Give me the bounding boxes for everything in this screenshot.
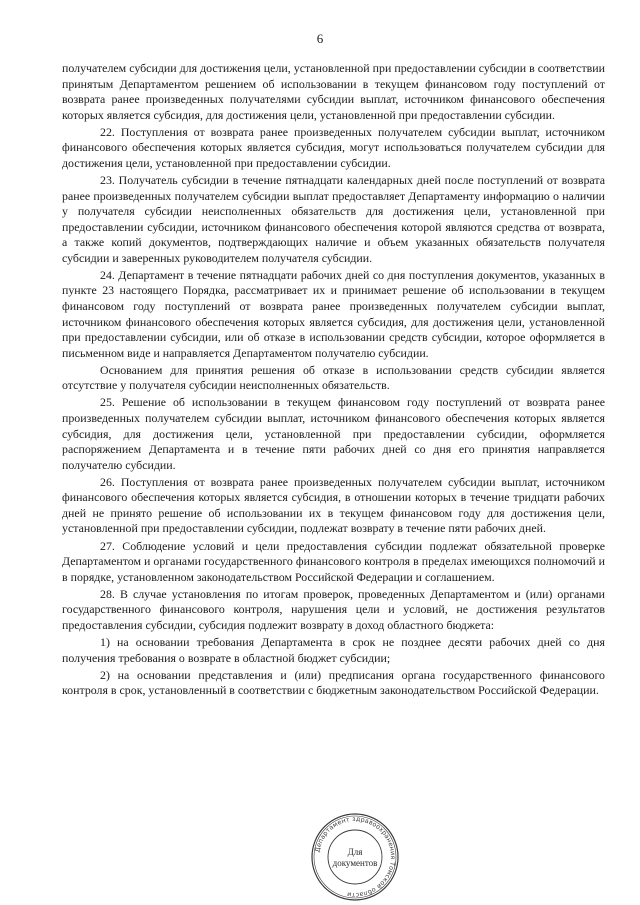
page-number: 6 — [316, 31, 324, 46]
official-stamp — [303, 812, 407, 902]
paragraph-28-item-1: 1) на основании требования Департамента в срок не позднее десяти рабочих дней со дня получения требования о возврате в областной бюджет субсидии; — [62, 635, 605, 665]
paragraph-27: 27. Соблюдение условий и цели предоставления субсидии подлежат обязательной проверке Департаментом и органами государственного финансового контроля в пределах имеющихся полномочий и в порядке, установленном законодательством Российской Федерации и соглашением. — [62, 538, 605, 584]
stamp-center-line-2: документов — [332, 858, 378, 868]
paragraph-22: 22. Поступления от возврата ранее произведенных получателем субсидии выплат, источником финансового обеспечения которых является субсидия, могут использоваться получателем субсидии для достижения цели, установленной при предоставлении субсидии. — [62, 124, 605, 170]
stamp-seal-icon — [303, 812, 407, 902]
document-body — [62, 61, 605, 700]
stamp-center-line-1: Для — [347, 847, 363, 857]
paragraph-28: 28. В случае установления по итогам проверок, проведенных Департаментом и (или) органами государственного финансового контроля, нарушения цели и условий, не достижения результатов предоставления субсидии, субсидия подлежит возврату в доход областного бюджета: — [62, 586, 605, 632]
svg-text:Департамент здравоохранения То — [314, 816, 396, 898]
paragraph-23: 23. Получатель субсидии в течение пятнадцати календарных дней после поступлений от возврата ранее произведенных получателем субсидии выплат предоставляет Департаменту информацию о наличии у получателя субсидии неисполненных обязательств для достижения цели, установленной при предоставлении субсидии, источником финансового обеспечения которой являются средства от возврата, а также копий документов, подтверждающих наличие и объем указанных обязательств получателя субсидии и заверенных руководителем получателя субсидии. — [62, 173, 605, 265]
paragraph-24: 24. Департамент в течение пятнадцати рабочих дней со дня поступления документов, указанных в пункте 23 настоящего Порядка, рассматривает их и принимает решение об использовании в текущем финансовом году поступлений от возврата ранее произведенных получателем субсидии выплат, источником финансового обеспечения которых является субсидия, для достижения цели, установленной при предоставлении субсидии, или об отказе в использовании средств субсидии, которое оформляется в письменном виде и направляется Департаментом получателю субсидии. — [62, 267, 605, 360]
paragraph-25: 25. Решение об использовании в текущем финансовом году поступлений от возврата ранее произведенных получателем субсидии выплат, источником финансового обеспечения которых является субсидия, для достижения цели, установленной при предоставлении субсидии, оформляется распоряжением Департамента и в течение пяти рабочих дней со дня его принятия направляется получателю субсидии. — [62, 395, 605, 472]
stamp-ring-text: Департамент здравоохранения Томской области — [314, 815, 397, 899]
paragraph-26: 26. Поступления от возврата ранее произведенных получателем субсидии выплат, источником финансового обеспечения которых является субсидия, в отношении которых в течение тридцати рабочих дней не принято решение об использовании их в текущем финансовом году для достижения цели, установленной при предоставлении субсидии, подлежат возврату в течение пяти рабочих дней. — [62, 474, 605, 536]
paragraph-28-item-2: 2) на основании представления и (или) предписания органа государственного финансового контроля в срок, установленный в соответствии с бюджетным законодательством Российской Федерации. — [62, 667, 605, 698]
paragraph-continuation: получателем субсидии для достижения цели, установленной при предоставлении субсидии в соответствии принятым Департаментом решением об использовании в текущем финансовом году поступлений от возврата ранее произведенных получателями субсидии выплат, источником финансового обеспечения которых является субсидия, для достижения цели, установленной при предоставлении субсидии. — [62, 61, 605, 122]
paragraph-24-refusal-basis: Основанием для принятия решения об отказе в использовании средств субсидии является отсутствие у получателя субсидии неисполненных обязательств. — [62, 362, 605, 393]
